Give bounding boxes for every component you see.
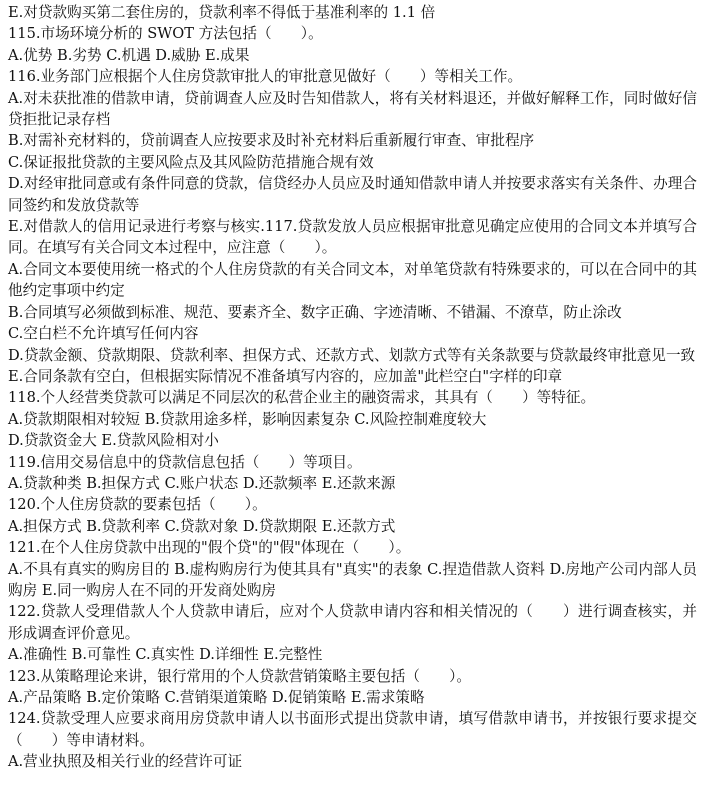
question-line: 118.个人经营类贷款可以满足不同层次的私营企业主的融资需求，其具有（ ）等特征。 <box>8 389 596 407</box>
option-line: A.不具有真实的购房目的 B.虚构购房行为使其具有"真实"的表象 C.捏造借款人资料 D.房地产公司内部人员购房 E.同一购房人在不同的开发商处购房 <box>8 560 697 599</box>
option-line: A.贷款种类 B.担保方式 C.账户状态 D.还款频率 E.还款来源 <box>8 474 396 492</box>
option-line: A.营业执照及相关行业的经营许可证 <box>8 753 243 771</box>
option-line: B.合同填写必须做到标准、规范、要素齐全、数字正确、字迹清晰、不错漏、不潦草，防止涂改 <box>8 303 622 321</box>
option-line: D.对经审批同意或有条件同意的贷款，信贷经办人员应及时通知借款申请人并按要求落实有关条件、办理合同签约和发放贷款等 <box>8 175 697 214</box>
question-line: 123.从策略理论来讲，银行常用的个人贷款营销策略主要包括（ ）。 <box>8 667 472 685</box>
question-line: 124.贷款受理人应要求商用房贷款申请人以书面形式提出贷款申请，填写借款申请书，并按银行要求提交（ ）等申请材料。 <box>8 710 697 749</box>
option-line: A.准确性 B.可靠性 C.真实性 D.详细性 E.完整性 <box>8 646 323 664</box>
option-line: E.对贷款购买第二套住房的，贷款利率不得低于基准利率的 1.1 倍 <box>8 4 436 21</box>
option-line: E.对借款人的信用记录进行考察与核实.117.贷款发放人员应根据审批意见确定应使用的合同文本并填写合同。在填写有关合同文本过程中，应注意（ ）。 <box>8 218 697 257</box>
option-line: D.贷款金额、贷款期限、贷款利率、担保方式、还款方式、划款方式等有关条款要与贷款最终审批意见一致 <box>8 346 696 364</box>
option-line: C.保证报批贷款的主要风险点及其风险防范措施合规有效 <box>8 153 374 171</box>
question-line: 121.在个人住房贷款中出现的"假个贷"的"假"体现在（ ）。 <box>8 539 411 557</box>
option-line: A.贷款期限相对较短 B.贷款用途多样，影响因素复杂 C.风险控制难度较大 <box>8 410 487 428</box>
option-line: C.空白栏不允许填写任何内容 <box>8 325 199 343</box>
question-line: 116.业务部门应根据个人住房贷款审批人的审批意见做好（ ）等相关工作。 <box>8 68 523 86</box>
option-line: A.产品策略 B.定价策略 C.营销渠道策略 D.促销策略 E.需求策略 <box>8 689 425 706</box>
question-line: 120.个人住房贷款的要素包括（ ）。 <box>8 496 267 514</box>
option-line: D.贷款资金大 E.贷款风险相对小 <box>8 432 219 450</box>
option-line: E.合同条款有空白，但根据实际情况不准备填写内容的，应加盖"此栏空白"字样的印章 <box>8 367 563 385</box>
question-line: 119.信用交易信息中的贷款信息包括（ ）等项目。 <box>8 453 362 471</box>
option-line: A.对未获批准的借款申请，贷前调查人应及时告知借款人，将有关材料退还，并做好解释工作，同时做好信贷拒批记录存档 <box>8 89 697 129</box>
option-line: B.对需补充材料的，贷前调查人应按要求及时补充材料后重新履行审查、审批程序 <box>8 132 535 150</box>
option-line: A.合同文本要使用统一格式的个人住房贷款的有关合同文本，对单笔贷款有特殊要求的，可以在合同中的其他约定事项中约定 <box>8 260 697 300</box>
question-line: 115.市场环境分析的 SWOT 方法包括（ ）。 <box>8 25 323 43</box>
question-line: 122.贷款人受理借款人个人贷款申请后，应对个人贷款申请内容和相关情况的（ ）进行调查核实，并形成调查评价意见。 <box>8 603 697 642</box>
option-line: A.担保方式 B.贷款利率 C.贷款对象 D.贷款期限 E.还款方式 <box>8 517 396 535</box>
option-line: A.优势 B.劣势 C.机遇 D.威胁 E.成果 <box>8 46 250 64</box>
